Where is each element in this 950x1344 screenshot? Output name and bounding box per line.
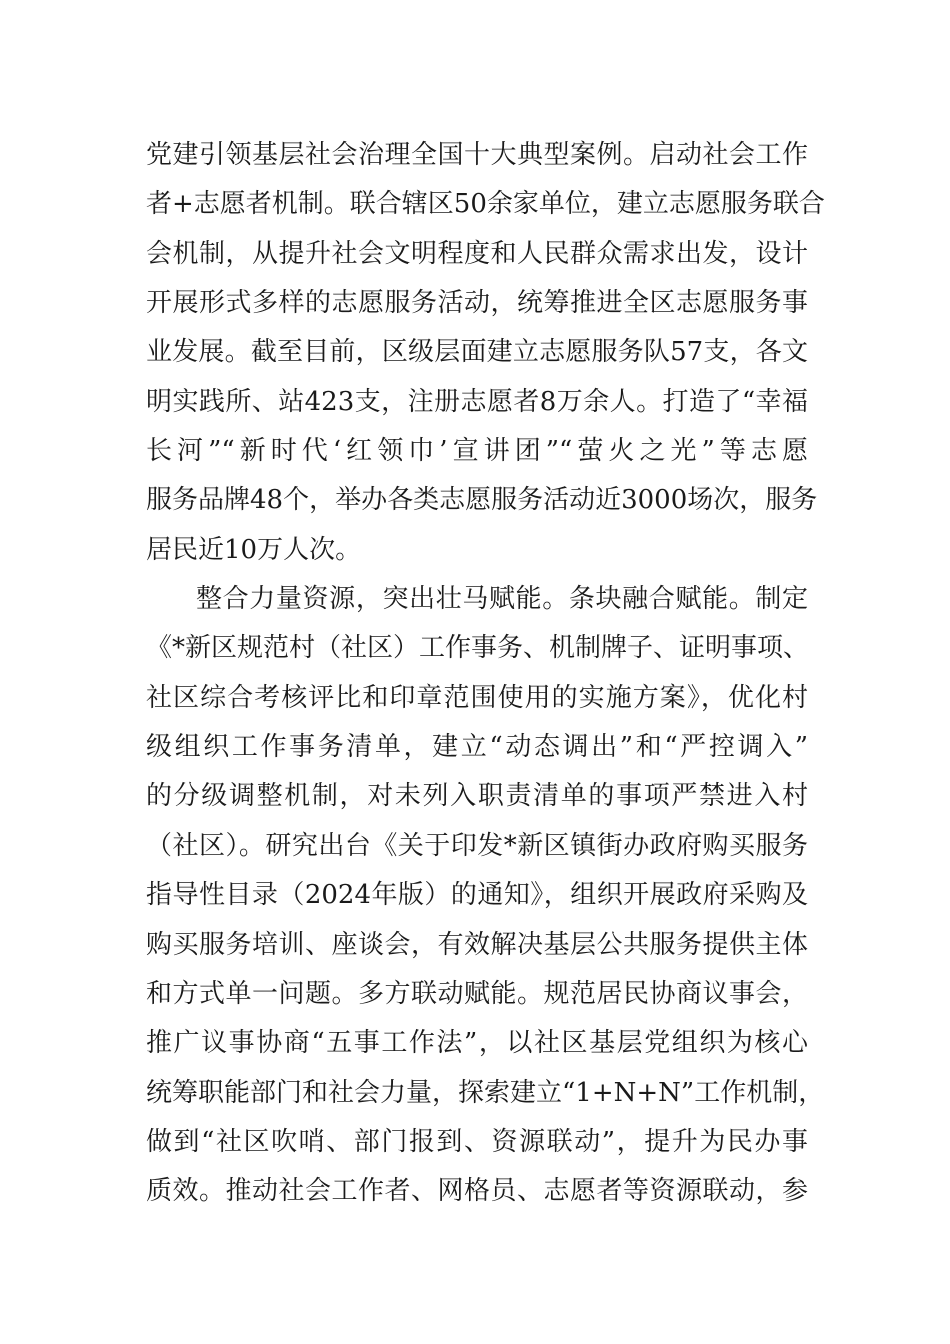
text-line: 者+志愿者机制。联合辖区50余家单位，建立志愿服务联合 xyxy=(146,189,825,220)
text-line: 统筹职能部门和社会力量，探索建立“1+N+N”工作机制， xyxy=(146,1077,825,1108)
text-line: 社区综合考核评比和印章范围使用的实施方案》，优化村 xyxy=(146,682,808,713)
text-line: （社区）。研究出台《关于印发*新区镇街办政府购买服务 xyxy=(146,830,808,861)
paragraph-first-line: 整合力量资源，突出壮马赋能。条块融合赋能。制定 xyxy=(196,584,808,615)
text-line: 会机制，从提升社会文明程度和人民群众需求出发，设计 xyxy=(146,238,808,269)
text-line: 做到“社区吹哨、部门报到、资源联动”，提升为民办事 xyxy=(146,1126,808,1157)
text-line: 和方式单一问题。多方联动赋能。规范居民协商议事会， xyxy=(146,978,808,1009)
text-line: 指导性目录（2024年版）的通知》，组织开展政府采购及 xyxy=(146,880,808,911)
text-line: 明实践所、站423支，注册志愿者8万余人。打造了“幸福 xyxy=(146,386,808,417)
text-line: 《*新区规范村（社区）工作事务、机制牌子、证明事项、 xyxy=(146,633,810,664)
text-line: 开展形式多样的志愿服务活动，统筹推进全区志愿服务事 xyxy=(146,288,808,319)
text-line: 党建引领基层社会治理全国十大典型案例。启动社会工作 xyxy=(146,140,808,170)
text-line: 长河”“新时代‘红领巾’宣讲团”“萤火之光”等志愿 xyxy=(146,436,808,467)
text-line: 业发展。截至目前，区级层面建立志愿服务队57支，各文 xyxy=(146,337,808,368)
text-line: 质效。推动社会工作者、网格员、志愿者等资源联动，参 xyxy=(146,1176,808,1207)
text-line: 推广议事协商“五事工作法”，以社区基层党组织为核心 xyxy=(146,1028,808,1059)
text-line: 购买服务培训、座谈会，有效解决基层公共服务提供主体 xyxy=(146,929,808,960)
text-line: 的分级调整机制，对未列入职责清单的事项严禁进入村 xyxy=(146,781,808,812)
text-line: 服务品牌48个，举办各类志愿服务活动近3000场次，服务 xyxy=(146,485,818,516)
body-text xyxy=(146,134,825,1220)
text-line: 级组织工作事务清单，建立“动态调出”和“严控调入” xyxy=(146,732,808,763)
text-line: 居民近10万人次。 xyxy=(146,534,362,565)
